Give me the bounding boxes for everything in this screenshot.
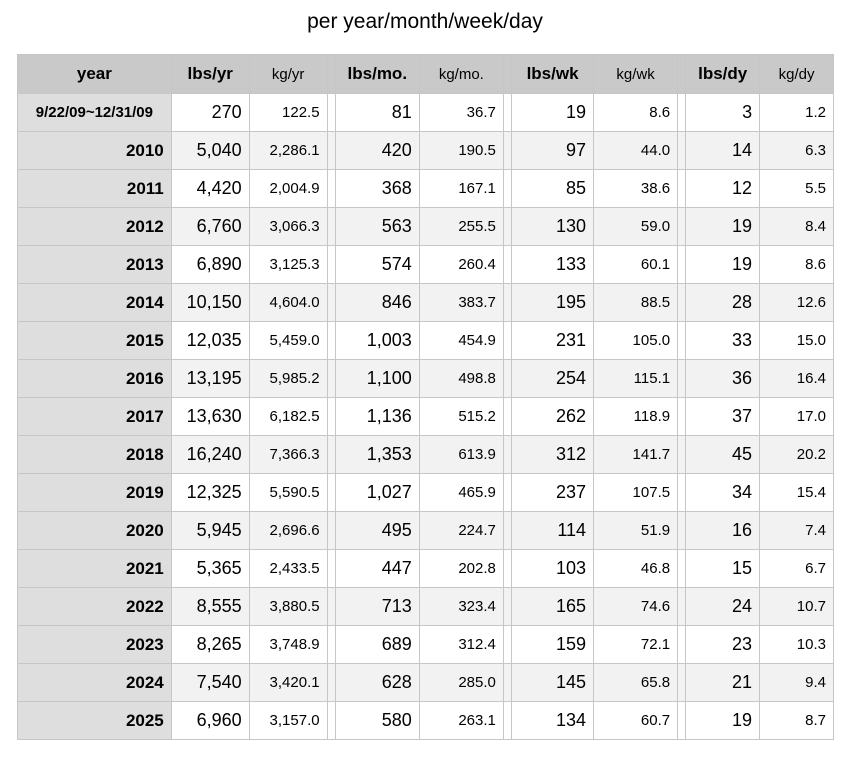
column-spacer: [678, 360, 686, 398]
column-spacer: [678, 626, 686, 664]
cell-lbs-mo: 628: [335, 664, 419, 702]
cell-lbs-mo: 1,353: [335, 436, 419, 474]
cell-kg-wk: 59.0: [594, 208, 678, 246]
cell-lbs-mo: 846: [335, 284, 419, 322]
column-spacer: [678, 512, 686, 550]
cell-lbs-wk: 254: [512, 360, 594, 398]
column-spacer: [327, 322, 335, 360]
cell-kg-mo: 498.8: [419, 360, 503, 398]
table-row: [18, 702, 834, 740]
column-spacer: [327, 170, 335, 208]
cell-lbs-wk: 237: [512, 474, 594, 512]
cell-kg-mo: 224.7: [419, 512, 503, 550]
column-spacer: [503, 284, 511, 322]
cell-lbs-yr: 270: [171, 94, 249, 132]
cell-lbs-dy: 24: [686, 588, 760, 626]
cell-kg-dy: 5.5: [760, 170, 834, 208]
column-spacer: [327, 702, 335, 740]
cell-year: 2021: [18, 550, 172, 588]
cell-kg-mo: 260.4: [419, 246, 503, 284]
cell-lbs-mo: 495: [335, 512, 419, 550]
column-spacer: [678, 398, 686, 436]
cell-lbs-dy: 21: [686, 664, 760, 702]
column-header-kg-dy: kg/dy: [760, 55, 834, 94]
column-spacer: [503, 246, 511, 284]
cell-kg-yr: 3,420.1: [249, 664, 327, 702]
cell-lbs-wk: 134: [512, 702, 594, 740]
column-spacer: [327, 398, 335, 436]
column-spacer: [327, 208, 335, 246]
column-spacer: [678, 208, 686, 246]
column-header-lbs-wk: lbs/wk: [512, 55, 594, 94]
cell-kg-dy: 6.7: [760, 550, 834, 588]
cell-kg-dy: 15.4: [760, 474, 834, 512]
cell-lbs-dy: 14: [686, 132, 760, 170]
cell-kg-wk: 60.1: [594, 246, 678, 284]
cell-kg-dy: 6.3: [760, 132, 834, 170]
column-header-lbs-dy: lbs/dy: [686, 55, 760, 94]
cell-lbs-wk: 97: [512, 132, 594, 170]
cell-kg-yr: 3,748.9: [249, 626, 327, 664]
cell-lbs-mo: 447: [335, 550, 419, 588]
column-spacer: [678, 132, 686, 170]
cell-lbs-dy: 36: [686, 360, 760, 398]
table-header-row: [18, 55, 834, 94]
cell-kg-wk: 141.7: [594, 436, 678, 474]
cell-kg-yr: 7,366.3: [249, 436, 327, 474]
cell-year: 2014: [18, 284, 172, 322]
column-spacer: [503, 550, 511, 588]
table-row: [18, 170, 834, 208]
cell-kg-yr: 2,696.6: [249, 512, 327, 550]
cell-kg-wk: 107.5: [594, 474, 678, 512]
cell-kg-yr: 2,004.9: [249, 170, 327, 208]
column-spacer: [327, 664, 335, 702]
cell-lbs-dy: 33: [686, 322, 760, 360]
column-header-kg-wk: kg/wk: [594, 55, 678, 94]
cell-lbs-wk: 85: [512, 170, 594, 208]
cell-lbs-dy: 15: [686, 550, 760, 588]
cell-year: 2024: [18, 664, 172, 702]
cell-kg-mo: 515.2: [419, 398, 503, 436]
column-spacer: [503, 512, 511, 550]
cell-kg-dy: 15.0: [760, 322, 834, 360]
cell-year: 2011: [18, 170, 172, 208]
cell-lbs-dy: 19: [686, 208, 760, 246]
cell-lbs-yr: 5,365: [171, 550, 249, 588]
column-spacer: [503, 208, 511, 246]
column-spacer: [327, 94, 335, 132]
column-spacer: [678, 170, 686, 208]
table-row: [18, 550, 834, 588]
cell-kg-yr: 122.5: [249, 94, 327, 132]
cell-kg-wk: 38.6: [594, 170, 678, 208]
cell-lbs-yr: 16,240: [171, 436, 249, 474]
page-title: per year/month/week/day: [307, 10, 543, 33]
column-spacer: [678, 664, 686, 702]
cell-year: 2017: [18, 398, 172, 436]
cell-kg-yr: 3,880.5: [249, 588, 327, 626]
cell-lbs-yr: 6,890: [171, 246, 249, 284]
column-spacer: [327, 132, 335, 170]
column-spacer: [327, 474, 335, 512]
cell-year: 2018: [18, 436, 172, 474]
cell-lbs-yr: 8,555: [171, 588, 249, 626]
column-spacer: [678, 94, 686, 132]
cell-lbs-yr: 5,945: [171, 512, 249, 550]
cell-lbs-yr: 8,265: [171, 626, 249, 664]
column-spacer: [327, 360, 335, 398]
cell-lbs-mo: 1,003: [335, 322, 419, 360]
cell-year: 9/22/09~12/31/09: [18, 94, 172, 132]
cell-lbs-wk: 133: [512, 246, 594, 284]
cell-lbs-wk: 114: [512, 512, 594, 550]
cell-lbs-yr: 4,420: [171, 170, 249, 208]
cell-year: 2023: [18, 626, 172, 664]
cell-kg-dy: 10.3: [760, 626, 834, 664]
table-row: [18, 664, 834, 702]
table-row: [18, 208, 834, 246]
cell-lbs-mo: 420: [335, 132, 419, 170]
cell-kg-yr: 2,286.1: [249, 132, 327, 170]
column-header-lbs-mo: lbs/mo.: [335, 55, 419, 94]
cell-lbs-dy: 3: [686, 94, 760, 132]
cell-year: 2013: [18, 246, 172, 284]
cell-kg-mo: 465.9: [419, 474, 503, 512]
cell-kg-mo: 312.4: [419, 626, 503, 664]
cell-lbs-dy: 28: [686, 284, 760, 322]
cell-kg-mo: 613.9: [419, 436, 503, 474]
column-spacer: [327, 550, 335, 588]
cell-kg-mo: 202.8: [419, 550, 503, 588]
cell-kg-mo: 190.5: [419, 132, 503, 170]
cell-kg-wk: 46.8: [594, 550, 678, 588]
cell-lbs-wk: 231: [512, 322, 594, 360]
cell-lbs-yr: 5,040: [171, 132, 249, 170]
column-spacer: [678, 246, 686, 284]
cell-kg-yr: 3,125.3: [249, 246, 327, 284]
table-row: [18, 132, 834, 170]
column-spacer: [503, 132, 511, 170]
column-header-kg-mo: kg/mo.: [419, 55, 503, 94]
cell-lbs-dy: 34: [686, 474, 760, 512]
column-spacer: [503, 55, 511, 94]
cell-kg-yr: 6,182.5: [249, 398, 327, 436]
table-row: [18, 474, 834, 512]
cell-lbs-mo: 580: [335, 702, 419, 740]
cell-kg-yr: 4,604.0: [249, 284, 327, 322]
cell-kg-dy: 20.2: [760, 436, 834, 474]
cell-kg-mo: 454.9: [419, 322, 503, 360]
cell-kg-wk: 44.0: [594, 132, 678, 170]
table-row: [18, 246, 834, 284]
column-spacer: [678, 284, 686, 322]
cell-year: 2020: [18, 512, 172, 550]
cell-year: 2025: [18, 702, 172, 740]
cell-lbs-yr: 6,760: [171, 208, 249, 246]
cell-kg-wk: 115.1: [594, 360, 678, 398]
cell-kg-mo: 167.1: [419, 170, 503, 208]
table-row: [18, 436, 834, 474]
table-row: [18, 512, 834, 550]
cell-lbs-wk: 262: [512, 398, 594, 436]
column-spacer: [678, 436, 686, 474]
table-row: [18, 360, 834, 398]
column-spacer: [503, 588, 511, 626]
cell-lbs-yr: 13,630: [171, 398, 249, 436]
column-spacer: [503, 702, 511, 740]
cell-kg-dy: 8.6: [760, 246, 834, 284]
cell-lbs-dy: 37: [686, 398, 760, 436]
cell-kg-dy: 12.6: [760, 284, 834, 322]
cell-kg-yr: 5,590.5: [249, 474, 327, 512]
cell-lbs-wk: 159: [512, 626, 594, 664]
table-body: [18, 94, 834, 740]
column-header-lbs-yr: lbs/yr: [171, 55, 249, 94]
column-spacer: [678, 322, 686, 360]
cell-kg-mo: 36.7: [419, 94, 503, 132]
cell-lbs-dy: 16: [686, 512, 760, 550]
cell-lbs-mo: 689: [335, 626, 419, 664]
column-spacer: [327, 246, 335, 284]
cell-kg-dy: 8.7: [760, 702, 834, 740]
cell-lbs-mo: 1,136: [335, 398, 419, 436]
column-spacer: [327, 55, 335, 94]
cell-kg-wk: 118.9: [594, 398, 678, 436]
column-spacer: [327, 626, 335, 664]
table-row: [18, 322, 834, 360]
cell-lbs-mo: 713: [335, 588, 419, 626]
cell-lbs-mo: 81: [335, 94, 419, 132]
table-row: [18, 284, 834, 322]
cell-lbs-yr: 12,035: [171, 322, 249, 360]
cell-lbs-wk: 19: [512, 94, 594, 132]
column-spacer: [678, 474, 686, 512]
cell-lbs-dy: 45: [686, 436, 760, 474]
cell-lbs-mo: 1,027: [335, 474, 419, 512]
cell-year: 2019: [18, 474, 172, 512]
cell-lbs-dy: 19: [686, 702, 760, 740]
cell-kg-dy: 9.4: [760, 664, 834, 702]
cell-lbs-mo: 368: [335, 170, 419, 208]
cell-kg-mo: 285.0: [419, 664, 503, 702]
column-spacer: [503, 626, 511, 664]
cell-lbs-dy: 19: [686, 246, 760, 284]
cell-year: 2015: [18, 322, 172, 360]
cell-kg-wk: 60.7: [594, 702, 678, 740]
column-spacer: [503, 474, 511, 512]
column-spacer: [327, 588, 335, 626]
column-spacer: [503, 436, 511, 474]
column-spacer: [327, 436, 335, 474]
table-row: [18, 588, 834, 626]
cell-kg-yr: 3,157.0: [249, 702, 327, 740]
cell-kg-wk: 72.1: [594, 626, 678, 664]
cell-lbs-yr: 10,150: [171, 284, 249, 322]
cell-kg-mo: 323.4: [419, 588, 503, 626]
cell-lbs-mo: 1,100: [335, 360, 419, 398]
cell-lbs-yr: 13,195: [171, 360, 249, 398]
table-row: [18, 626, 834, 664]
cell-kg-dy: 7.4: [760, 512, 834, 550]
cell-kg-yr: 2,433.5: [249, 550, 327, 588]
column-spacer: [327, 284, 335, 322]
cell-lbs-dy: 23: [686, 626, 760, 664]
cell-kg-dy: 10.7: [760, 588, 834, 626]
cell-year: 2016: [18, 360, 172, 398]
column-spacer: [503, 170, 511, 208]
cell-kg-wk: 51.9: [594, 512, 678, 550]
column-spacer: [503, 360, 511, 398]
cell-kg-dy: 8.4: [760, 208, 834, 246]
cell-kg-yr: 3,066.3: [249, 208, 327, 246]
cell-kg-wk: 65.8: [594, 664, 678, 702]
cell-year: 2022: [18, 588, 172, 626]
column-spacer: [678, 702, 686, 740]
column-spacer: [503, 94, 511, 132]
column-spacer: [678, 550, 686, 588]
cell-kg-wk: 8.6: [594, 94, 678, 132]
cell-lbs-wk: 145: [512, 664, 594, 702]
column-spacer: [503, 322, 511, 360]
cell-year: 2012: [18, 208, 172, 246]
cell-lbs-wk: 195: [512, 284, 594, 322]
cell-lbs-yr: 7,540: [171, 664, 249, 702]
cell-kg-yr: 5,459.0: [249, 322, 327, 360]
cell-lbs-yr: 6,960: [171, 702, 249, 740]
cell-lbs-mo: 574: [335, 246, 419, 284]
table-row: [18, 398, 834, 436]
cell-lbs-wk: 103: [512, 550, 594, 588]
table-row: [18, 94, 834, 132]
cell-kg-yr: 5,985.2: [249, 360, 327, 398]
column-spacer: [503, 398, 511, 436]
column-spacer: [678, 55, 686, 94]
column-spacer: [678, 588, 686, 626]
cell-lbs-mo: 563: [335, 208, 419, 246]
column-header-year: year: [18, 55, 172, 94]
column-spacer: [503, 664, 511, 702]
cell-kg-mo: 255.5: [419, 208, 503, 246]
cell-year: 2010: [18, 132, 172, 170]
cell-lbs-dy: 12: [686, 170, 760, 208]
cell-kg-mo: 383.7: [419, 284, 503, 322]
cell-kg-dy: 1.2: [760, 94, 834, 132]
cell-kg-wk: 88.5: [594, 284, 678, 322]
cell-lbs-wk: 130: [512, 208, 594, 246]
cell-kg-wk: 74.6: [594, 588, 678, 626]
cell-lbs-yr: 12,325: [171, 474, 249, 512]
cell-lbs-wk: 165: [512, 588, 594, 626]
column-spacer: [327, 512, 335, 550]
data-table: [17, 54, 834, 740]
column-header-kg-yr: kg/yr: [249, 55, 327, 94]
cell-kg-dy: 16.4: [760, 360, 834, 398]
cell-kg-mo: 263.1: [419, 702, 503, 740]
cell-kg-wk: 105.0: [594, 322, 678, 360]
cell-kg-dy: 17.0: [760, 398, 834, 436]
cell-lbs-wk: 312: [512, 436, 594, 474]
